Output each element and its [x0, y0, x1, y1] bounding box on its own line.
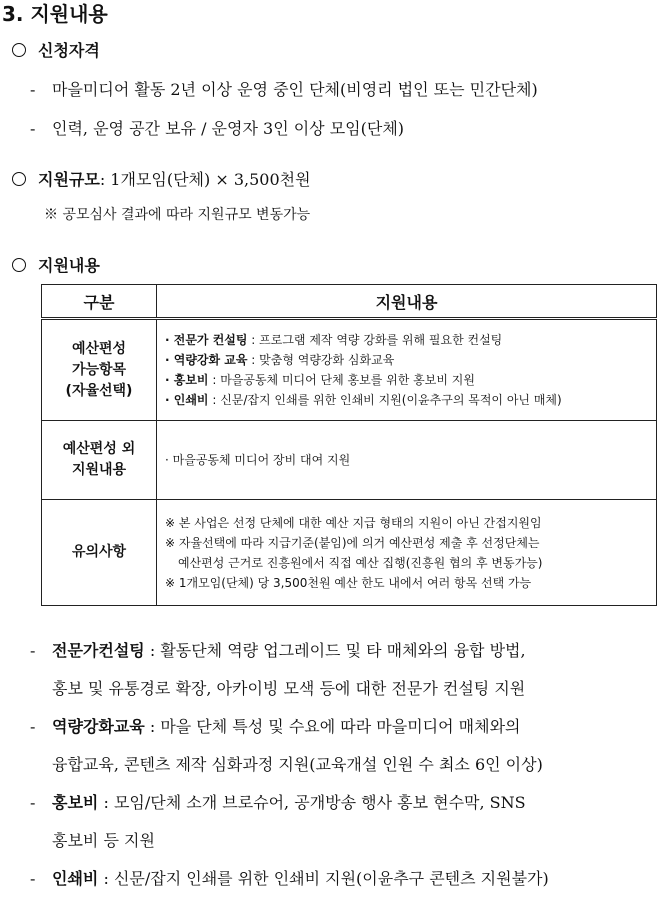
content-line	[165, 533, 656, 553]
support-table	[41, 284, 657, 606]
eligibility-title-text: 신청자격	[38, 41, 100, 60]
dash-bullet: -	[30, 80, 36, 99]
row-label-line: 가능항목	[71, 361, 127, 378]
eligibility-item-text: 마을미디어 활동 2년 이상 운영 중인 단체(비영리 법인 또는 민간단체)	[52, 80, 538, 99]
hollow-circle-bullet-icon	[12, 172, 26, 186]
row-label-line: 유의사항	[71, 544, 127, 560]
support-title-text: 지원내용	[38, 256, 100, 275]
scale-value: : 1개모임(단체) × 3,500천원	[99, 170, 311, 189]
eligibility-item	[30, 77, 538, 100]
detail-text: : 모임/단체 소개 브로슈어, 공개방송 행사 홍보 현수막, SNS	[98, 793, 526, 812]
dash-bullet: -	[30, 717, 36, 736]
row-label-line: 예산편성	[71, 340, 127, 357]
detail-text: : 활동단체 역량 업그레이드 및 타 매체와의 융합 방법,	[144, 641, 526, 660]
content-text: ※ 본 사업은 선정 단체에 대한 예산 지급 형태의 지원이 아닌 간접지원임	[165, 515, 542, 530]
content-bold: · 인쇄비	[165, 393, 209, 407]
detail-line	[30, 822, 549, 860]
support-title	[12, 253, 100, 276]
content-text: 예산편성 근거로 진흥원에서 직접 예산 집행(진흥원 협의 후 변동가능)	[178, 555, 543, 570]
content-line	[165, 573, 656, 593]
row-label-line: 지원내용	[71, 462, 127, 478]
content-bold: · 역량강화 교육	[165, 353, 248, 367]
row-content	[157, 319, 657, 421]
detail-text: 홍보비 등 지원	[52, 831, 155, 850]
table-header-category: 구분	[42, 285, 157, 319]
dash-bullet: -	[30, 793, 36, 812]
table-row	[42, 421, 657, 500]
detail-line	[30, 632, 549, 670]
content-line	[165, 350, 656, 370]
eligibility-item	[30, 116, 404, 139]
table-row	[42, 319, 657, 421]
dash-bullet: -	[30, 869, 36, 888]
detail-bold: 인쇄비	[52, 869, 99, 888]
row-label	[42, 319, 157, 421]
scale-title: 지원규모	[38, 170, 100, 189]
table-header-content: 지원내용	[157, 285, 657, 319]
detail-bold: 역량강화교육	[52, 717, 145, 736]
row-label-line: (자율선택)	[65, 382, 133, 399]
content-text: : 신문/잡지 인쇄를 위한 인쇄비 지원(이윤추구의 목적이 아닌 매체)	[208, 393, 562, 407]
row-content	[157, 500, 657, 606]
scale-note: ※ 공모심사 결과에 따라 지원규모 변동가능	[44, 207, 311, 223]
dash-bullet: -	[30, 119, 36, 138]
content-bold: · 홍보비	[165, 373, 209, 387]
row-label-line: 예산편성 외	[62, 441, 136, 457]
content-line	[165, 553, 656, 573]
detail-item	[30, 632, 549, 898]
detail-text: 융합교육, 콘텐츠 제작 심화과정 지원(교육개설 인원 수 최소 6인 이상)	[52, 755, 543, 774]
detail-line	[30, 860, 549, 898]
content-line	[165, 370, 656, 390]
content-text: ※ 1개모임(단체) 당 3,500천원 예산 한도 내에서 여러 항목 선택 가능	[165, 575, 532, 590]
content-text: : 프로그램 제작 역량 강화를 위해 필요한 컨설팅	[247, 333, 503, 347]
detail-bold: 전문가컨설팅	[52, 641, 145, 660]
content-text: · 마을공동체 미디어 장비 대여 지원	[165, 453, 351, 467]
hollow-circle-bullet-icon	[12, 43, 26, 57]
detail-line	[30, 708, 549, 746]
section-heading: 3. 지원내용	[2, 2, 108, 26]
detail-text: : 신문/잡지 인쇄를 위한 인쇄비 지원(이윤추구 콘텐츠 지원불가)	[98, 869, 549, 888]
detail-text: 홍보 및 유통경로 확장, 아카이빙 모색 등에 대한 전문가 컨설팅 지원	[52, 679, 526, 698]
detail-text: : 마을 단체 특성 및 수요에 따라 마을미디어 매체와의	[144, 717, 521, 736]
row-label	[42, 421, 157, 500]
content-text: : 맞춤형 역량강화 심화교육	[247, 353, 395, 367]
detail-bold: 홍보비	[52, 793, 99, 812]
eligibility-title	[12, 38, 100, 61]
content-line	[165, 390, 656, 410]
content-text: ※ 자율선택에 따라 지급기준(붙임)에 의거 예산편성 제출 후 선정단체는	[165, 535, 540, 550]
detail-line	[30, 784, 549, 822]
content-line	[165, 330, 656, 350]
table-row	[42, 500, 657, 606]
content-text: : 마을공동체 미디어 단체 홍보를 위한 홍보비 지원	[208, 373, 475, 387]
hollow-circle-bullet-icon	[12, 258, 26, 272]
row-label	[42, 500, 157, 606]
row-content	[157, 421, 657, 500]
dash-bullet: -	[30, 641, 36, 660]
scale-line	[12, 167, 311, 190]
detail-line	[30, 746, 549, 784]
eligibility-item-text: 인력, 운영 공간 보유 / 운영자 3인 이상 모임(단체)	[52, 119, 405, 138]
content-bold: · 전문가 컨설팅	[165, 333, 248, 347]
detail-line	[30, 670, 549, 708]
content-line	[165, 513, 656, 533]
content-line	[165, 450, 656, 470]
